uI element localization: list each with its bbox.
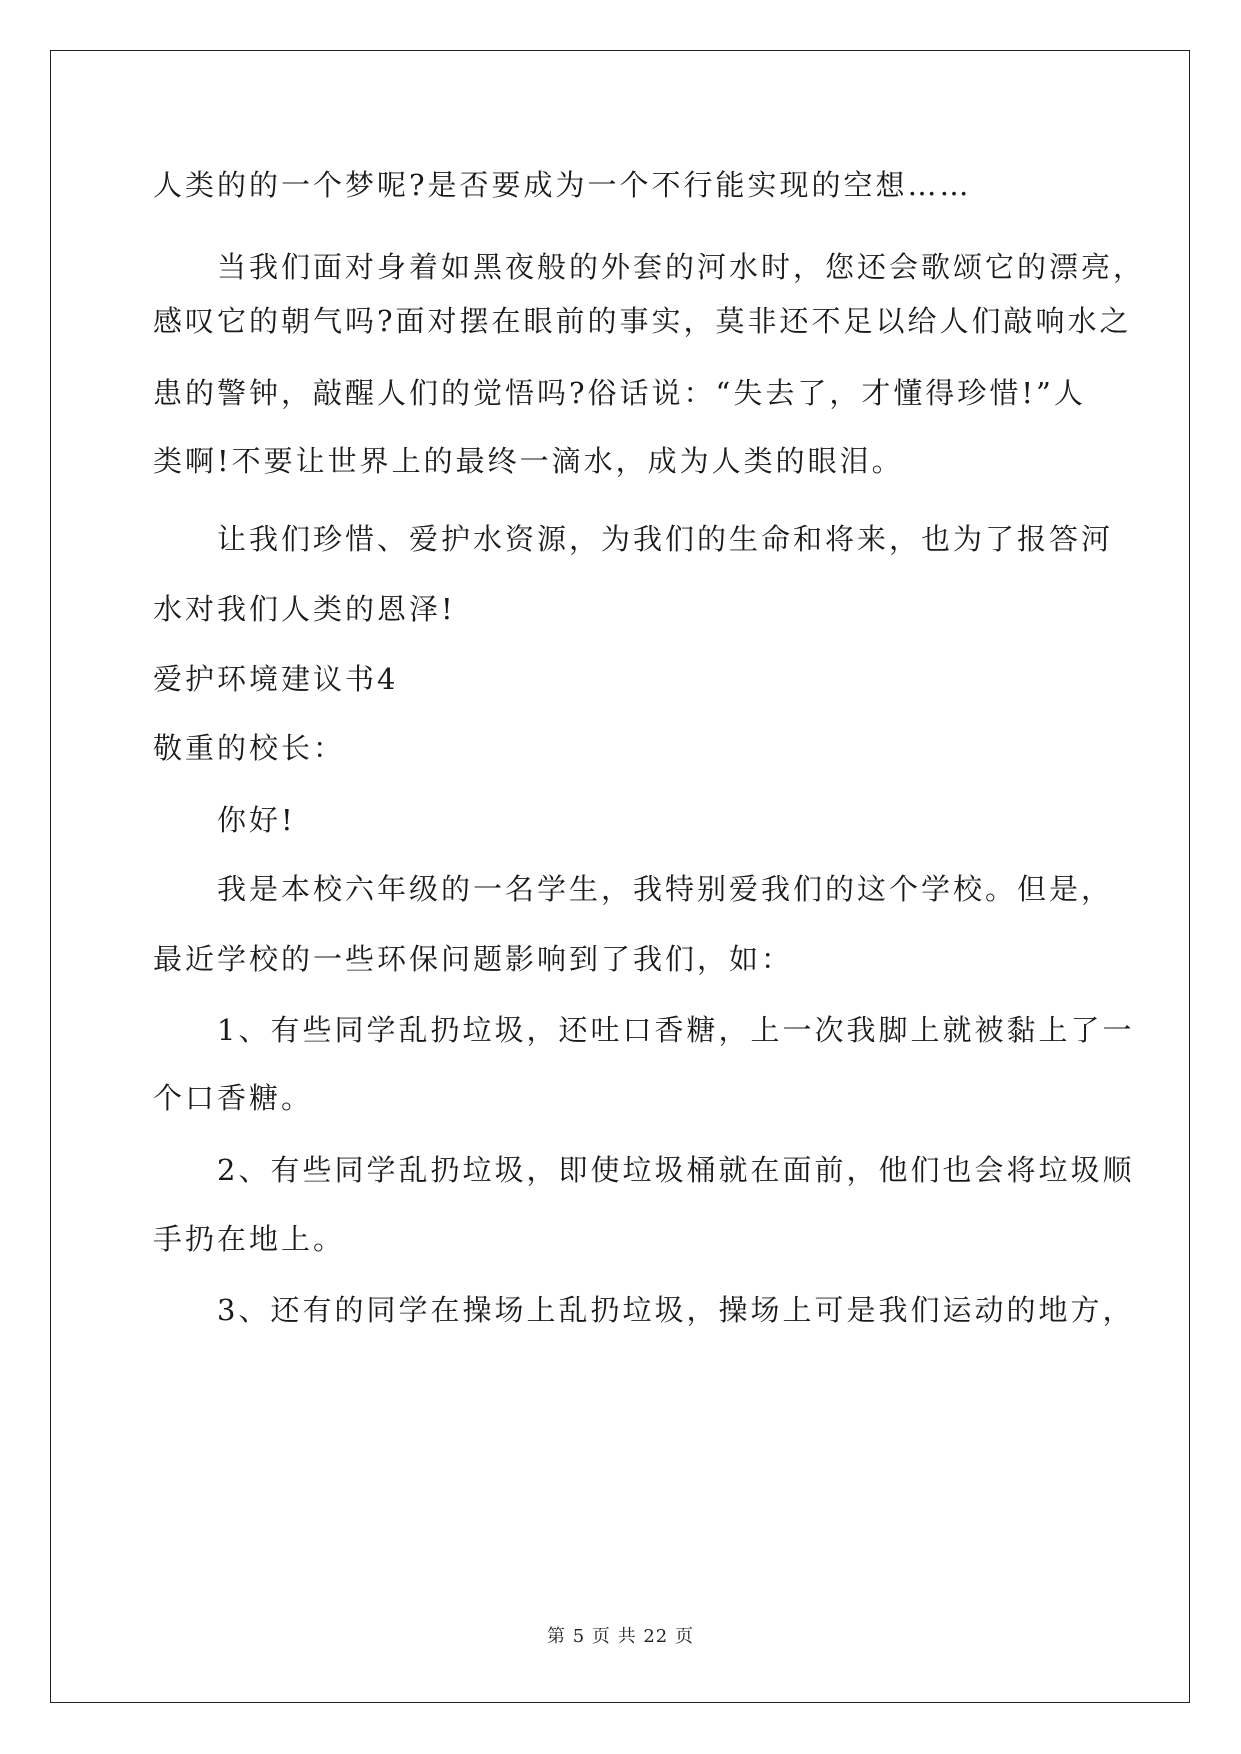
list-item: 2、有些同学乱扔垃圾，即使垃圾桶就在面前，他们也会将垃圾顺 [217, 1153, 1135, 1187]
text-line: 患的警钟，敲醒人们的觉悟吗?俗话说：“失去了，才懂得珍惜!”人 [153, 376, 1086, 410]
page-number: 第 5 页 共 22 页 [547, 1626, 694, 1647]
paragraph-start: 我是本校六年级的一名学生，我特别爱我们的这个学校。但是， [217, 872, 1114, 906]
text-line: 最近学校的一些环保问题影响到了我们，如： [153, 942, 794, 976]
section-heading: 爱护环境建议书4 [153, 662, 399, 696]
text-line: 感叹它的朝气吗?面对摆在眼前的事实，莫非还不足以给人们敲响水之 [153, 304, 1132, 338]
text-line: 水对我们人类的恩泽! [153, 592, 456, 626]
text-line: 手扔在地上。 [153, 1222, 346, 1256]
text-line: 个口香糖。 [153, 1081, 314, 1115]
list-item: 1、有些同学乱扔垃圾，还吐口香糖，上一次我脚上就被黏上了一 [217, 1013, 1135, 1047]
greeting: 你好! [217, 803, 296, 837]
list-item: 3、还有的同学在操场上乱扔垃圾，操场上可是我们运动的地方， [217, 1293, 1135, 1327]
paragraph-start: 让我们珍惜、爱护水资源，为我们的生命和将来，也为了报答河 [217, 522, 1114, 556]
paragraph-start: 当我们面对身着如黑夜般的外套的河水时，您还会歌颂它的漂亮， [217, 250, 1146, 284]
text-line: 人类的的一个梦呢?是否要成为一个不行能实现的空想…… [153, 168, 972, 202]
salutation: 敬重的校长： [153, 731, 346, 765]
text-line: 类啊!不要让世界上的最终一滴水，成为人类的眼泪。 [153, 444, 904, 478]
